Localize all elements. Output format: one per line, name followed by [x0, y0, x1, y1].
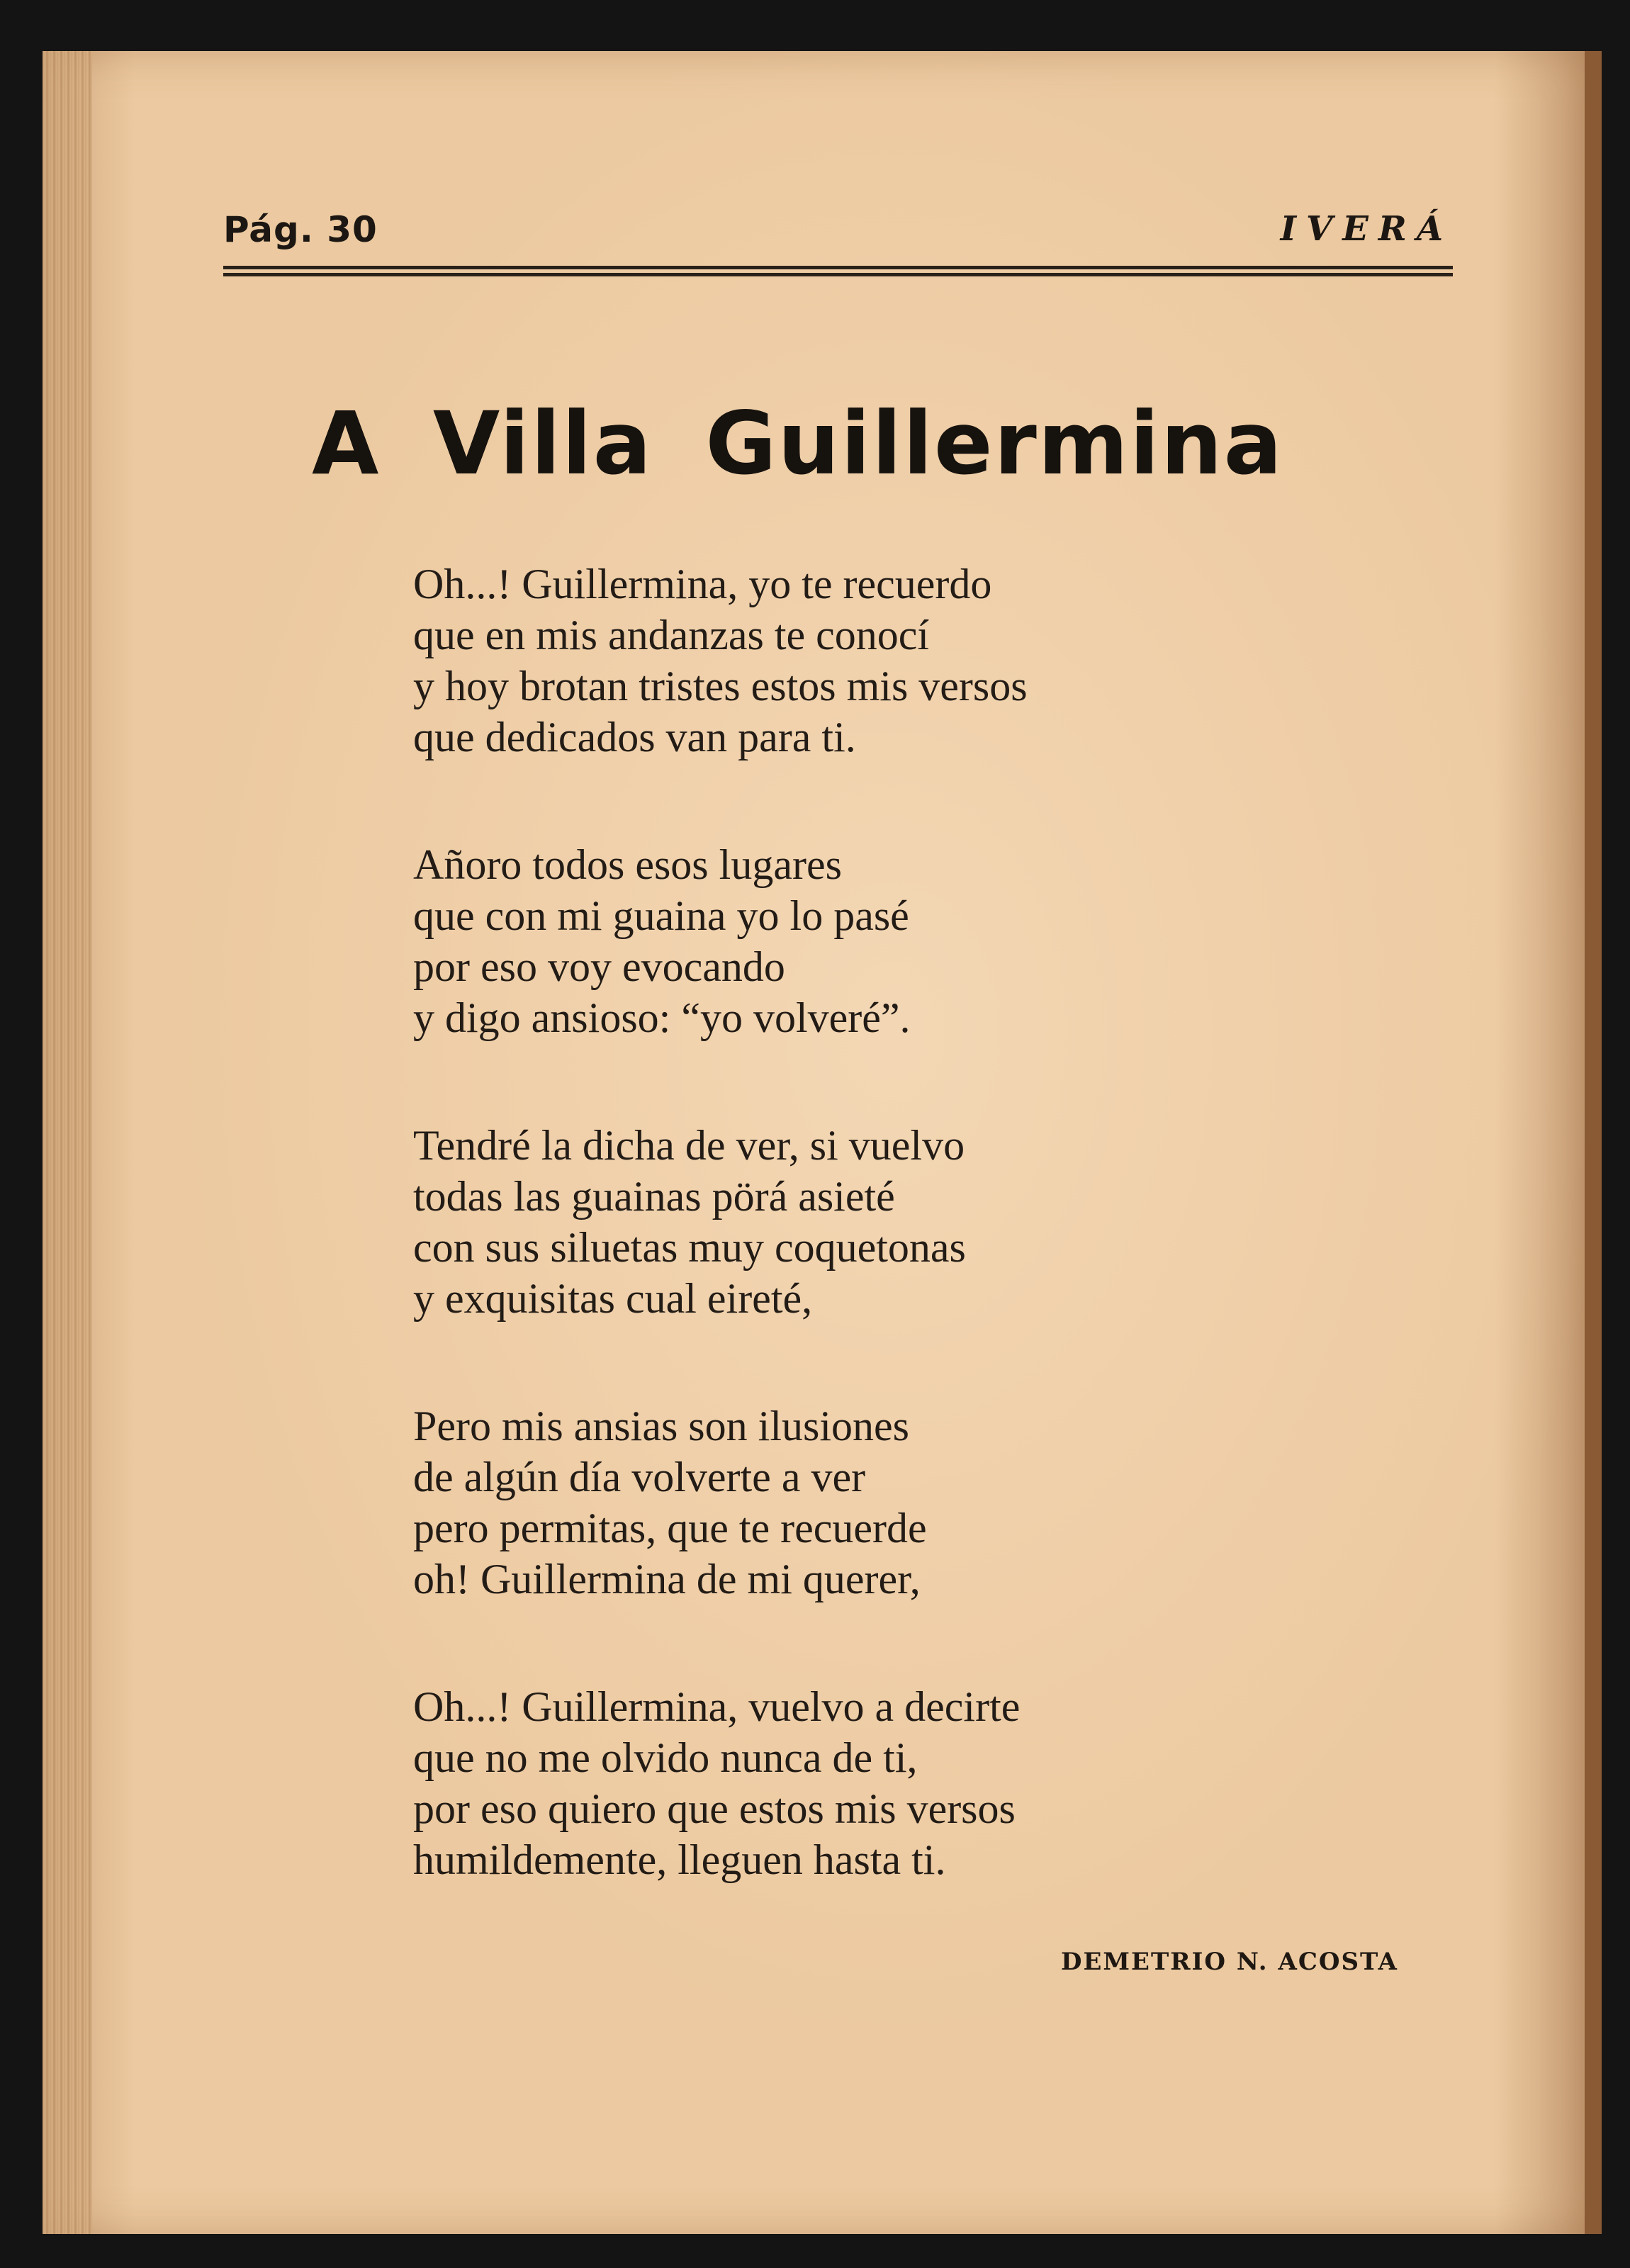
stanza-5 — [413, 1681, 1334, 1885]
poem-line: y digo ansioso: “yo volveré”. — [413, 994, 911, 1041]
poem-line: con sus siluetas muy coquetonas — [413, 1224, 966, 1271]
poem-line: pero permitas, que te recuerde — [413, 1505, 927, 1551]
poem-title: A Villa Guillermina — [312, 393, 1283, 494]
poem-line: Pero mis ansias son ilusiones — [413, 1403, 909, 1449]
poem-line: y hoy brotan tristes estos mis versos — [413, 663, 1028, 709]
poem-line: de algún día volverte a ver — [413, 1454, 866, 1500]
poem-line: oh! Guillermina de mi querer, — [413, 1556, 921, 1602]
poem-line: todas las guainas pörá asieté — [413, 1173, 895, 1220]
journal-name: IVERÁ — [1280, 209, 1453, 249]
author-signature: DEMETRIO N. ACOSTA — [1061, 1948, 1398, 1976]
stanza-4 — [413, 1400, 1334, 1605]
page-stack-edge-left — [43, 51, 92, 2234]
poem-line: Oh...! Guillermina, yo te recuerdo — [413, 561, 992, 607]
poem-line: Añoro todos esos lugares — [413, 841, 842, 888]
book-spine-edge-right — [1585, 51, 1602, 2234]
poem-line: por eso quiero que estos mis versos — [413, 1785, 1016, 1832]
stanza-3 — [413, 1120, 1334, 1324]
poem-line: que con mi guaina yo lo pasé — [413, 892, 909, 939]
stanza-1 — [413, 558, 1334, 763]
poem-line: que no me olvido nunca de ti, — [413, 1734, 918, 1781]
poem-line: que dedicados van para ti. — [413, 714, 856, 760]
stanza-2 — [413, 839, 1334, 1043]
header-rule-top — [223, 266, 1453, 269]
poem-line: humildemente, lleguen hasta ti. — [413, 1836, 946, 1883]
poem-line: que en mis andanzas te conocí — [413, 612, 930, 658]
poem-line: por eso voy evocando — [413, 943, 785, 990]
poem-line: Tendré la dicha de ver, si vuelvo — [413, 1122, 965, 1169]
running-header — [223, 209, 1453, 280]
poem-body — [413, 558, 1334, 1885]
poem-line: Oh...! Guillermina, vuelvo a decirte — [413, 1683, 1021, 1730]
page-number: Pág. 30 — [223, 209, 378, 250]
poem-line: y exquisitas cual eireté, — [413, 1275, 813, 1322]
header-rule-bottom — [223, 273, 1453, 276]
